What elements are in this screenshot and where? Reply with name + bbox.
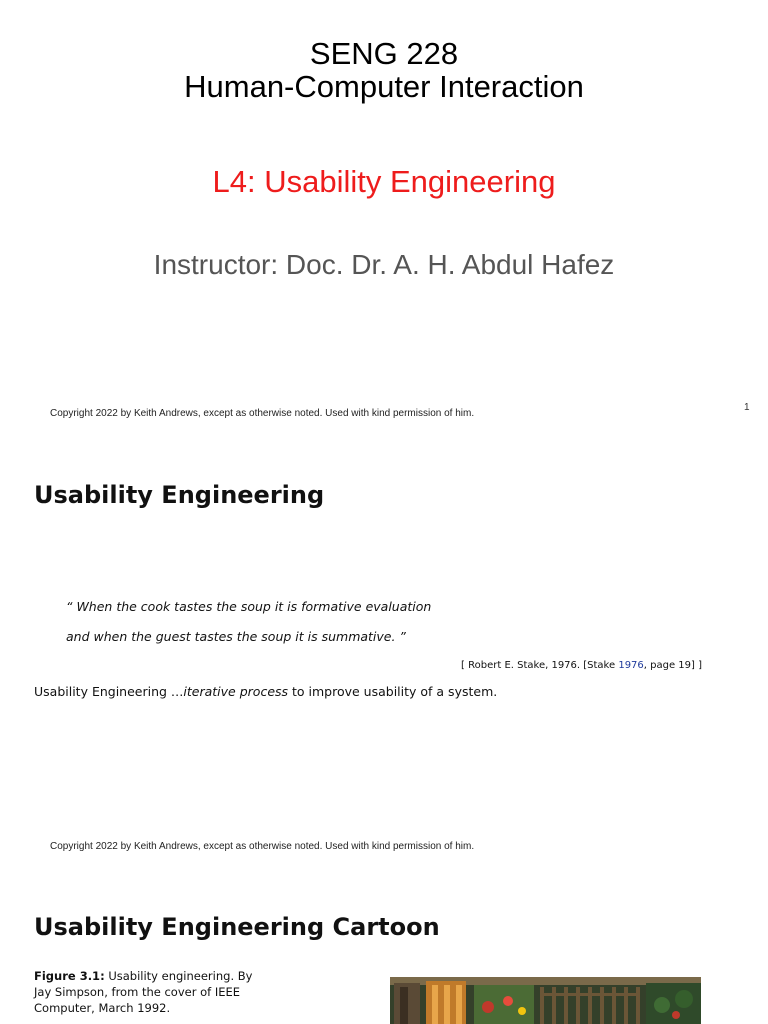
quote-line-2: and when the guest tastes the soup it is summative. ” bbox=[66, 629, 406, 644]
slide2-copyright: Copyright 2022 by Keith Andrews, except as otherwise noted. Used with kind permission of him. bbox=[50, 841, 475, 852]
body-emphasis: iterative process bbox=[183, 684, 289, 699]
course-code: SENG 228 bbox=[309, 36, 459, 71]
citation bbox=[461, 659, 702, 672]
instructor-name: Instructor: Doc. Dr. A. H. Abdul Hafez bbox=[153, 249, 615, 280]
citation-link[interactable]: 1976 bbox=[618, 660, 644, 671]
body-text bbox=[34, 684, 497, 700]
lecture-title: L4: Usability Engineering bbox=[212, 164, 556, 199]
caption-text: Usability engineering. By Jay Simpson, from the cover of IEEE Computer, March 1992. bbox=[34, 969, 253, 1015]
figure-caption bbox=[34, 968, 254, 1016]
citation-prefix: [ Robert E. Stake, 1976. [Stake bbox=[461, 660, 619, 671]
body-prefix: Usability Engineering … bbox=[34, 684, 184, 699]
cartoon-illustration bbox=[390, 977, 701, 1024]
citation-suffix: , page 19] ] bbox=[643, 660, 702, 671]
slide1-copyright: Copyright 2022 by Keith Andrews, except as otherwise noted. Used with kind permission of him. bbox=[50, 408, 475, 419]
quote-line-1: “ When the cook tastes the soup it is formative evaluation bbox=[66, 599, 432, 614]
cartoon-image bbox=[390, 977, 701, 1024]
slide3-heading: Usability Engineering Cartoon bbox=[34, 913, 440, 941]
page-number: 1 bbox=[744, 402, 750, 413]
course-name: Human-Computer Interaction bbox=[184, 69, 584, 104]
body-suffix: to improve usability of a system. bbox=[288, 684, 498, 699]
caption-label: Figure 3.1: bbox=[34, 969, 105, 983]
slide2-heading: Usability Engineering bbox=[34, 481, 325, 509]
